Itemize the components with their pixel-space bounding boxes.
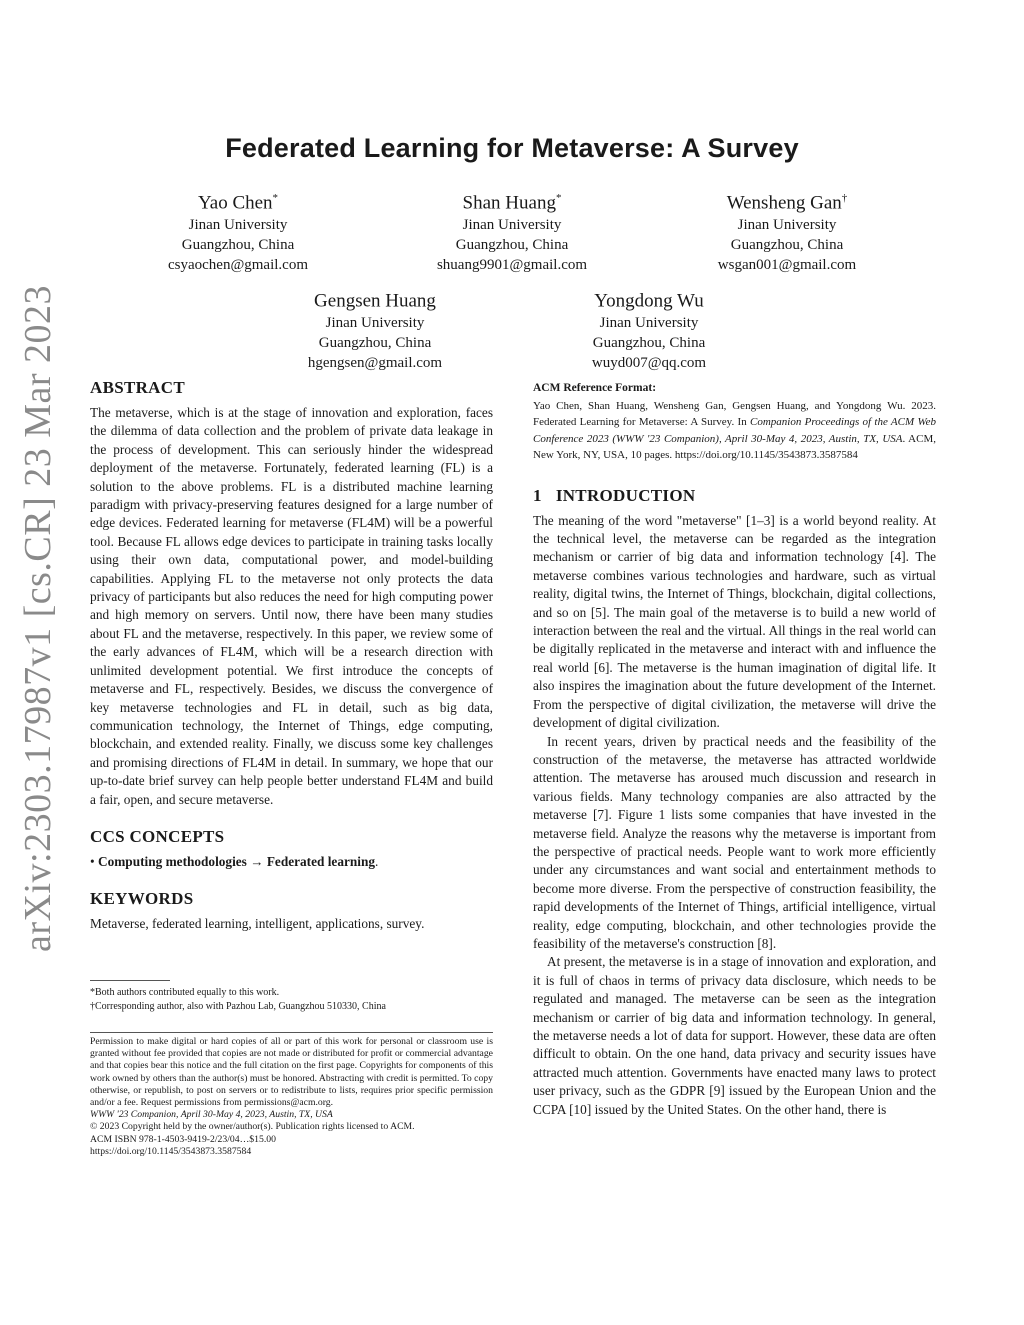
author-block	[387, 186, 637, 275]
intro-paragraph: At present, the metaverse is in a stage of innovation and exploration, and it is full of chaos in terms of privacy data disclosure, which needs to be regulated and managed. The metaverse can be seen as the integration mechanism or carrier of big data and information technology. In general, the metaverse needs a lot of data for support. However, these data are often difficult to obtain. On the one hand, data privacy and security issues have attracted much attention. Governments have enacted many laws to protect user privacy, such as the GDPR [9] issued by the European Union and the CCPA [10] issued by the United States. On the other hand, there is	[533, 954, 936, 1117]
copyright-line: © 2023 Copyright held by the owner/author(s). Publication rights licensed to ACM.	[90, 1121, 415, 1133]
author-block	[250, 284, 500, 373]
author-name: Gengsen Huang	[314, 290, 436, 312]
author-block	[662, 186, 912, 275]
ccs-concepts-line: • Computing methodologies → Federated learning.	[90, 853, 379, 869]
left-column	[90, 378, 493, 933]
acm-reference-text: Yao Chen, Shan Huang, Wensheng Gan, Gengsen Huang, and Yongdong Wu. 2023. Federated Learning for Metaverse: A Survey. In Companion Proceedings of the ACM Web Conference 2023 (WWW '23 Companion), April 30-May 4, 2023, Austin, TX, USA. ACM, New York, NY, USA, 10 pages. https://doi.org/10.1145/3543873.3587584	[533, 400, 936, 462]
intro-paragraph: In recent years, driven by practical needs and the feasibility of the construction of the metaverse, the metaverse has attracted worldwide attention. The metaverse has aroused much discussion and research in various fields. Many technology companies are also attracted by the metaverse [7]. Figure 1 lists some companies that have invested in the metaverse field. Analyze the reasons why the metaverse is important from the perspective of practical needs. People want to work more efficiently under any circumstances and want social and entertainment methods to become more diverse. From the perspective of construction feasibility, the rapid developments of the Internet of Things, artificial intelligence, virtual reality, edge computing, blockchain, and other technologies provide the feasibility of the metaverse's construction [8].	[533, 733, 936, 951]
author-affiliation: Jinan University	[462, 217, 562, 234]
author-name: Yongdong Wu	[594, 290, 704, 312]
author-affiliation: Jinan University	[599, 315, 699, 332]
author-affiliation: Jinan University	[325, 315, 425, 332]
author-block	[113, 186, 363, 275]
footnote-corresponding-author: †Corresponding author, also with Pazhou Lab, Guangzhou 510330, China	[90, 1000, 386, 1012]
venue-line: WWW '23 Companion, April 30-May 4, 2023, Austin, TX, USA	[90, 1109, 333, 1121]
author-email: wsgan001@gmail.com	[717, 257, 857, 274]
keywords-text: Metaverse, federated learning, intelligent, applications, survey.	[90, 915, 425, 931]
arxiv-side-stamp: arXiv:2303.17987v1 [cs.CR] 23 Mar 2023	[17, 284, 59, 952]
intro-paragraph: The meaning of the word "metaverse" [1–3] is a world beyond reality. At the technical level, the metaverse can be regarded as the integration mechanism or carrier of big data and information technology [4]. The metaverse combines various technologies and hardware, such as virtual reality, digital twins, the Internet of Things, blockchain, digital collections, and so on [5]. The main goal of the metaverse is to build a new world of interaction between the real and the virtual. All things in the real world can be digitally replicated in the metaverse and interact with and influence the real world [6]. The metaverse is the human imagination of digital life. It also inspires the imagination about the future development of the Internet. From the perspective of digital civilization, the metaverse will drive the development of digital civilization.	[533, 512, 936, 731]
introduction-heading: 1 INTRODUCTION	[533, 485, 696, 505]
permission-divider	[90, 1032, 493, 1033]
author-location: Guangzhou, China	[730, 237, 844, 254]
author-location: Guangzhou, China	[181, 237, 295, 254]
author-email: csyaochen@gmail.com	[167, 257, 309, 274]
right-column	[533, 382, 936, 1119]
ccs-heading: CCS CONCEPTS	[90, 826, 225, 846]
permission-text: Permission to make digital or hard copies of all or part of this work for personal or classroom use is granted without fee provided that copies are not made or distributed for profit or commercial advantage and that copies bear this notice and the full citation on the first page. Copyrights for components of this work owned by others than the author(s) must be honored. Abstracting with credit is permitted. To copy otherwise, or republish, to post on servers or to redistribute to lists, requires prior specific permission and/or a fee. Request permissions from permissions@acm.org.	[90, 1036, 493, 1109]
author-email: shuang9901@gmail.com	[436, 257, 588, 274]
author-location: Guangzhou, China	[455, 237, 569, 254]
isbn-line: ACM ISBN 978-1-4503-9419-2/23/04…$15.00	[90, 1133, 276, 1145]
author-location: Guangzhou, China	[592, 335, 706, 352]
author-affiliation: Jinan University	[737, 217, 837, 234]
keywords-heading: KEYWORDS	[90, 888, 194, 908]
author-affiliation: Jinan University	[188, 217, 288, 234]
acm-reference-heading: ACM Reference Format:	[533, 382, 657, 394]
author-name: Yao Chen*	[197, 192, 279, 214]
footnote-equal-contribution: *Both authors contributed equally to this work.	[90, 987, 280, 998]
author-email: hgengsen@gmail.com	[307, 355, 443, 372]
abstract-heading: ABSTRACT	[90, 378, 185, 397]
author-name: Wensheng Gan†	[726, 192, 848, 214]
paper-title: Federated Learning for Metaverse: A Survey	[225, 133, 799, 163]
author-name: Shan Huang*	[462, 192, 562, 214]
author-block	[524, 284, 774, 373]
author-email: wuyd007@qq.com	[591, 355, 707, 372]
footnote-divider	[90, 980, 170, 981]
doi-line: https://doi.org/10.1145/3543873.3587584	[90, 1145, 252, 1157]
footnotes	[90, 980, 493, 1013]
author-location: Guangzhou, China	[318, 335, 432, 352]
abstract-text: The metaverse, which is at the stage of innovation and exploration, faces the dilemma of data collection and the problem of private data leakage in the process of development. This can seriously hinder the widespread deployment of the metaverse. Fortunately, federated learning (FL) is a solution to the above problems. FL is a distributed machine learning paradigm with privacy-preserving features designed for a large number of edge devices. Federated learning for metaverse (FL4M) will be a powerful tool. Because FL allows edge devices to participate in training tasks locally using their own data, computational power, and model-building capabilities. Applying FL to the metaverse not only protects the data privacy of participants but also reduces the need for high computing power and high memory on servers. Until now, there have been many studies about FL and the metaverse, respectively. In this paper, we review some of the early advances of FL4M, which will be a research direction with unlimited development potential. We first introduce the concepts of metaverse and FL, respectively. Besides, we discuss the convergence of key metaverse technologies and FL in detail, such as big data, communication technology, the Internet of Things, edge computing, blockchain, and extended reality. Finally, we discuss some key challenges and promising directions of FL4M in detail. In summary, we hope that our up-to-date brief survey can help people better understand FL4M and build a fair, open, and secure metaverse.	[90, 405, 493, 807]
permission-block	[90, 1032, 493, 1158]
